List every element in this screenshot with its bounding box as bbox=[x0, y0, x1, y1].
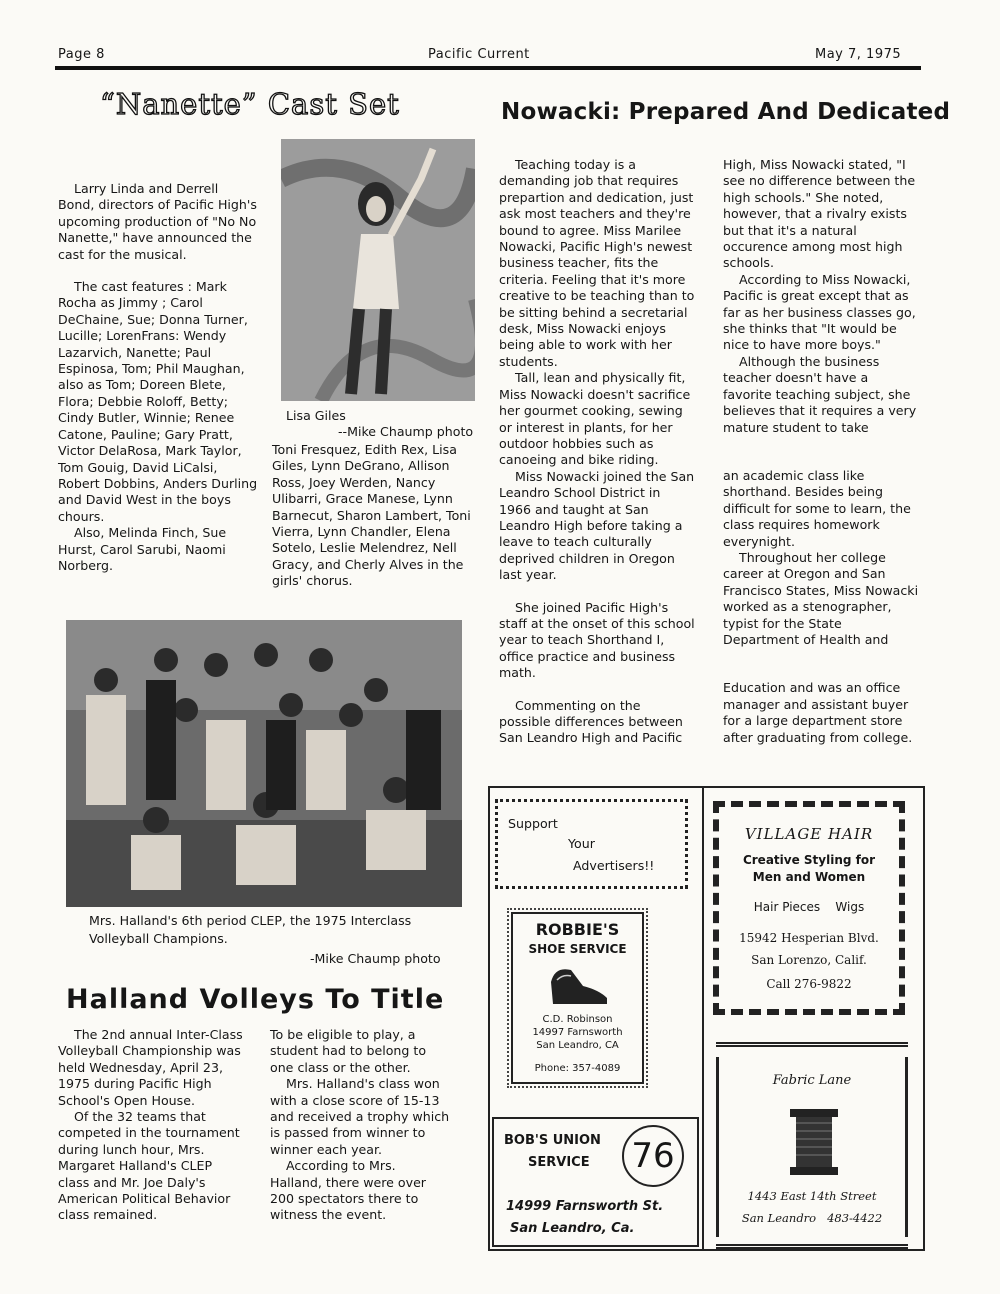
halland-p1: The 2nd annual Inter-Class Volleyball Championship was held Wednesday, April 23, 1975 during Pacific High School's Open House. bbox=[58, 1027, 243, 1108]
village-line2: Men and Women bbox=[752, 870, 866, 884]
nanette-headline: “Nanette” Cast Set bbox=[100, 87, 400, 121]
halland-column-1 bbox=[58, 1027, 246, 1224]
halland-p2: Of the 32 teams that competed in the tournament during lunch hour, Mrs. Margaret Halland's CLEP class and Mr. Joe Daly's American Political Behavior class remained. bbox=[58, 1109, 240, 1223]
union-76-logo: 76 bbox=[622, 1125, 684, 1187]
your-word: Your bbox=[568, 836, 595, 851]
nowacki-p3: Miss Nowacki joined the San Leandro School District in 1966 and taught at San Leandro High before taking a leave to teach culturally deprived children in Oregon last year. bbox=[499, 468, 695, 583]
nowacki-p10: Throughout her college career at Oregon and San Francisco States, Miss Nowacki worked as a stenographer, typist for the State Department of Health and bbox=[723, 549, 919, 647]
fabric-address: 1443 East 14th Street bbox=[747, 1189, 877, 1203]
volleyball-photo-credit: -Mike Chaump photo bbox=[310, 951, 441, 966]
halland-headline: Halland Volleys To Title bbox=[66, 984, 445, 1015]
robbies-owner: C.D. Robinson bbox=[542, 1014, 613, 1025]
village-phone: Call 276-9822 bbox=[766, 977, 852, 991]
village-services: Hair Pieces Wigs bbox=[753, 900, 865, 914]
nanette-intro: Larry Linda and Derrell Bond, directors of Pacific High's upcoming production of "No No Nanette," have announced the cast for the musical. bbox=[58, 181, 257, 262]
robbies-address: 14997 Farnsworth bbox=[532, 1027, 623, 1038]
shoe-icon bbox=[547, 960, 613, 1010]
nowacki-p7: According to Miss Nowacki, Pacific is great except that as far as her business classes go, she thinks that "It would be nice to have more boys." bbox=[723, 271, 916, 353]
village-address: 15942 Hesperian Blvd. bbox=[739, 931, 879, 945]
nanette-column-2 bbox=[272, 442, 477, 590]
thread-spool-icon bbox=[786, 1107, 842, 1179]
nowacki-p4: She joined Pacific High's staff at the onset of this school year to teach Shorthand I, office practice and business math. bbox=[499, 599, 695, 681]
bobs-line2: SERVICE bbox=[528, 1155, 590, 1170]
volleyball-team-photo bbox=[66, 620, 462, 907]
header-rule bbox=[55, 66, 921, 70]
bobs-union-ad bbox=[492, 1117, 699, 1247]
ads-divider bbox=[702, 786, 704, 1251]
photo-credit: --Mike Chaump photo bbox=[338, 424, 474, 439]
advertisers-word: Advertisers!! bbox=[573, 858, 655, 873]
lisa-giles-photo bbox=[281, 139, 475, 401]
bobs-line1: BOB'S UNION bbox=[504, 1133, 601, 1148]
fabric-lane-ad bbox=[716, 1042, 908, 1249]
robbies-subtitle: SHOE SERVICE bbox=[528, 942, 627, 956]
halland-p3: To be eligible to play, a student had to belong to one class or the other. bbox=[270, 1027, 427, 1075]
nanette-column-1 bbox=[58, 181, 258, 574]
girls-chorus: Toni Fresquez, Edith Rex, Lisa Giles, Lynn DeGrano, Allison Ross, Joey Werden, Nancy Ulibarri, Grace Manese, Lynn Barnecut, Sharon Lambert, Toni Vierra, Lynn Chandler, Elena Sotelo, Leslie Melendrez, Nell Gracy, and Cherly Alves in the girls' chorus. bbox=[272, 442, 471, 589]
village-line1: Creative Styling for bbox=[742, 853, 876, 867]
team-group-illustration bbox=[66, 620, 462, 907]
nowacki-p2: Tall, lean and physically fit, Miss Nowacki doesn't sacrifice her gourmet cooking, sewing or interest in plants, for her outdoor hobbies such as canoeing and bike riding. bbox=[499, 370, 691, 468]
robbies-title: ROBBIE'S bbox=[535, 920, 620, 939]
dancer-illustration bbox=[281, 139, 475, 401]
nowacki-p6: High, Miss Nowacki stated, "I see no difference between the high schools." She noted, however, that a rivalry exists but that it's a natural occurence among most high schools. bbox=[723, 157, 916, 271]
nowacki-p1: Teaching today is a demanding job that requires prepartion and dedication, just ask most teachers and they're bound to agree. Miss Marilee Nowacki, Pacific High's newest business teacher, fits the criteria. Feeling that it's more creative to be teaching than to be sitting behind a secretarial desk, Miss Nowacki enjoys being able to work with her students. bbox=[499, 157, 695, 369]
photo-caption-name: Lisa Giles bbox=[286, 408, 346, 423]
village-name: VILLAGE HAIR bbox=[744, 825, 874, 843]
village-city: San Lorenzo, Calif. bbox=[751, 953, 867, 967]
nowacki-p5: Commenting on the possible differences between San Leandro High and Pacific bbox=[499, 697, 683, 746]
nowacki-headline: Nowacki: Prepared And Dedicated bbox=[501, 99, 951, 125]
robbies-ad bbox=[511, 912, 644, 1084]
page-number: Page 8 bbox=[58, 47, 105, 62]
nanette-cast: The cast features : Mark Rocha as Jimmy ; Carol DeChaine, Sue; Donna Turner, Lucille; LorenFrans: Wendy Lazarvich, Nanette; Paul Espinosa, Tom; Phil Maughan, also as Tom; Doreen Blete, Flora; Debbie Roloff, Betty; Cindy Butler, Winnie; Renee Catone, Pauline; Gary Pratt, Victor DelaRosa, Mark Taylor, Tom Gouig, David LiCalsi, Robert Dobbins, Anders Durling and David West in the boys chours. bbox=[58, 279, 258, 524]
halland-p4: Mrs. Halland's class won with a close score of 15-13 and received a trophy which is passed from winner to winner each year. bbox=[270, 1076, 450, 1157]
nowacki-p11: Education and was an office manager and assistant buyer for a large department store after graduating from college. bbox=[723, 680, 913, 745]
support-word: Support bbox=[508, 816, 558, 831]
nowacki-p9: an academic class like shorthand. Besides being difficult for some to learn, the class requires homework everynight. bbox=[723, 467, 911, 549]
bobs-address: 14999 Farnsworth St. bbox=[506, 1199, 664, 1214]
support-advertisers-ad bbox=[495, 799, 688, 889]
bobs-city: San Leandro, Ca. bbox=[510, 1221, 635, 1236]
issue-date: May 7, 1975 bbox=[815, 47, 902, 62]
robbies-city: San Leandro, CA bbox=[536, 1040, 619, 1051]
halland-p5: According to Mrs. Halland, there were over 200 spectators there to witness the event. bbox=[270, 1158, 426, 1223]
newspaper-name: Pacific Current bbox=[428, 47, 530, 62]
volleyball-photo-caption: Mrs. Halland's 6th period CLEP, the 1975 Interclass Volleyball Champions. bbox=[89, 913, 412, 946]
halland-column-2 bbox=[270, 1027, 450, 1224]
robbies-phone: Phone: 357-4089 bbox=[534, 1063, 621, 1074]
nowacki-column-1 bbox=[499, 157, 695, 747]
nanette-also: Also, Melinda Finch, Sue Hurst, Carol Sarubi, Naomi Norberg. bbox=[58, 525, 227, 573]
village-hair-ad bbox=[713, 801, 905, 1015]
fabric-name: Fabric Lane bbox=[772, 1073, 852, 1088]
fabric-city-phone: San Leandro 483-4422 bbox=[741, 1211, 883, 1225]
nowacki-p8: Although the business teacher doesn't have a favorite teaching subject, she believes that it requires a very mature student to take bbox=[723, 353, 917, 435]
nowacki-column-2 bbox=[723, 157, 919, 746]
